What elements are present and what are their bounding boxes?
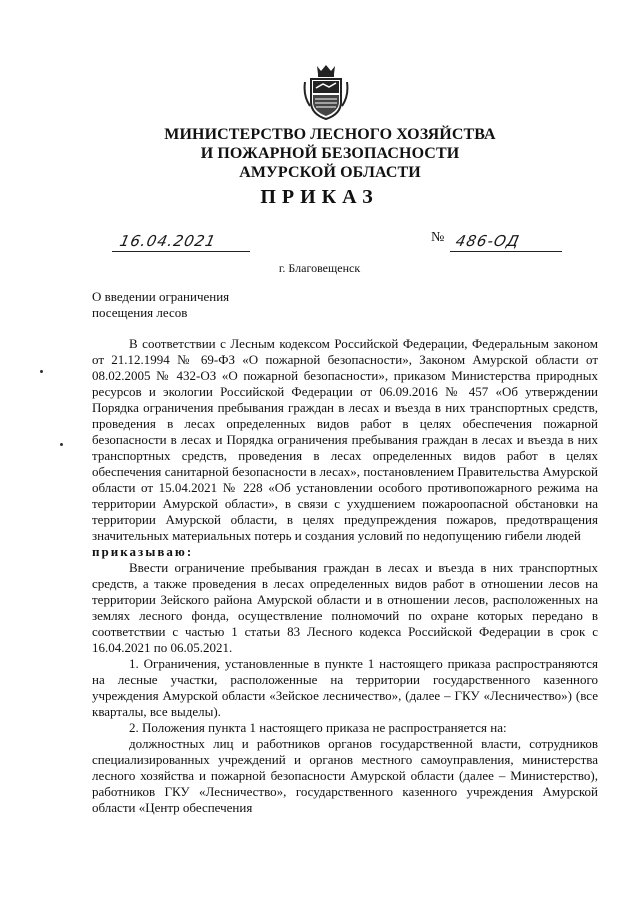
scan-speck	[40, 370, 43, 373]
handwritten-number: 486-ОД	[454, 232, 522, 250]
preamble-paragraph: В соответствии с Лесным кодексом Российской Федерации, Федеральным законом от 21.12.1994 № 69-ФЗ «О пожарной безопасности», Законом Амурской области от 08.02.2005 № 432-ОЗ «О пожарной безопасности», приказом Министерства природных ресурсов и экологии Российской Федерации от 06.09.2016 № 457 «Об утверждении Порядка ограничения пребывания граждан в лесах и въезда в них транспортных средств, проведения в лесах определенных видов работ в целях обеспечения пожарной безопасности в лесах и Порядка ограничения пребывания граждан в лесах и въезда в них транспортных средств, проведения в лесах определенных видов работ в целях обеспечения санитарной безопасности в лесах», постановлением Правительства Амурской области от 15.04.2021 № 228 «Об установлении особого противопожарного режима на территории Амурской области», в связи с ухудшением пожароопасной обстановки на территории Амурской области, в целях предупреждения пожаров, предотвращения значительных материальных потерь и создания условий по недопущению гибели людей	[92, 336, 598, 543]
city-line: г. Благовещенск	[278, 261, 361, 275]
item-2-paragraph: 2. Положения пункта 1 настоящего приказа не распространяется на:	[129, 720, 507, 735]
order-subject-line1: О введении ограничения	[92, 289, 230, 304]
ministry-title	[100, 125, 560, 182]
handwritten-date: 16.04.2021	[118, 232, 218, 250]
date-field	[112, 228, 250, 252]
number-field	[450, 228, 562, 252]
date-underline	[112, 251, 250, 252]
document-body	[92, 336, 598, 816]
order-subject-line2: посещения лесов	[92, 305, 188, 320]
item-1-paragraph: 1. Ограничения, установленные в пункте 1 настоящего приказа распространяются на лесные участки, расположенные на территории государственного казенного учреждения Амурской области «Зейское лесничество», (далее – ГКУ «Лесничество») (все кварталы, все выделы).	[92, 656, 598, 719]
order-intro-paragraph: Ввести ограничение пребывания граждан в лесах и въезда в них транспортных средств, а также проведения в лесах определенных видов работ в отношении лесов на территории Зейского района Амурской области и в отношении лесов, расположенных на землях лесного фонда, осуществление полномочий по охране которых передано в соответствии с частью 1 статьи 83 Лесного кодекса Российской Федерации в срок с 16.04.2021 по 06.05.2021.	[92, 560, 598, 655]
document-type-title: ПРИКАЗ	[260, 186, 379, 208]
scan-speck	[60, 443, 63, 446]
ministry-title-line1: МИНИСТЕРСТВО ЛЕСНОГО ХОЗЯЙСТВА	[164, 126, 496, 143]
order-word-text: приказываю:	[92, 544, 194, 559]
ministry-title-line2: И ПОЖАРНОЙ БЕЗОПАСНОСТИ	[200, 145, 460, 162]
number-label: №	[431, 230, 445, 245]
ministry-title-line3: АМУРСКОЙ ОБЛАСТИ	[239, 164, 421, 181]
order-word	[92, 544, 598, 560]
order-subject	[92, 289, 229, 321]
item-2-text-paragraph: должностных лиц и работников органов государственной власти, сотрудников специализированных учреждений и органов местного самоуправления, министерства лесного хозяйства и пожарной безопасности Амурской области (далее – Министерство), работников ГКУ «Лесничество», государственного казенного учреждения Амурской области «Центр обеспечения	[92, 736, 598, 815]
coat-of-arms-icon	[303, 62, 349, 122]
number-underline	[450, 251, 562, 252]
